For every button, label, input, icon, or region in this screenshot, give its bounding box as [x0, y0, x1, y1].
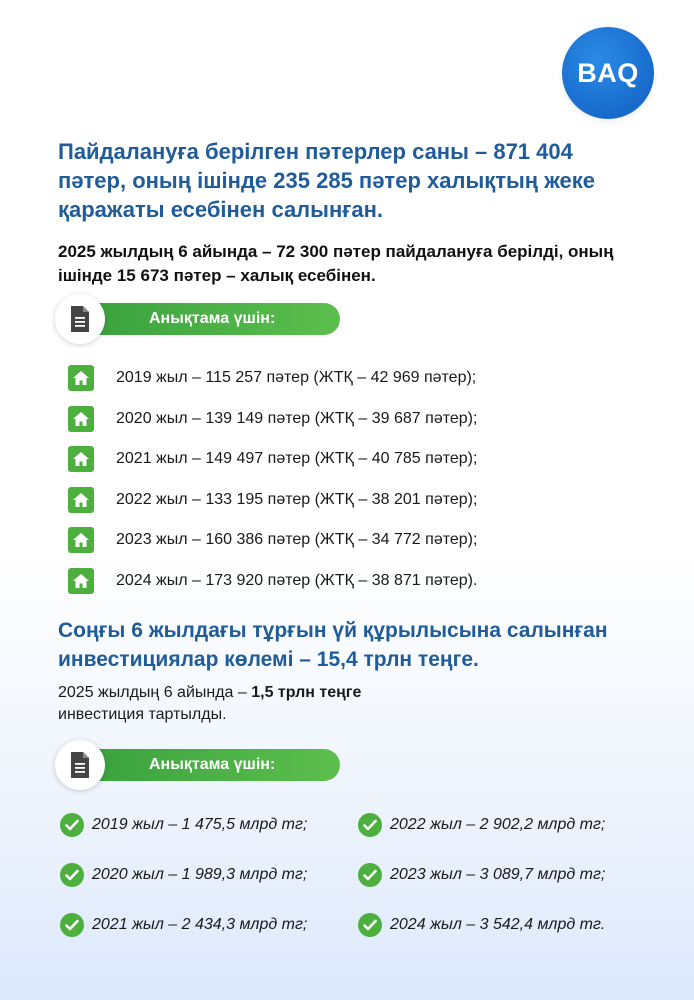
baq-logo: BAQ — [562, 27, 654, 119]
investment-year-item — [358, 800, 605, 850]
check-icon — [60, 813, 84, 837]
investment-list-left — [60, 800, 307, 950]
house-icon — [68, 487, 94, 513]
house-icon — [68, 406, 94, 432]
check-icon — [358, 863, 382, 887]
investment-year-item — [60, 900, 307, 950]
housing-year-text: 2022 жыл – 133 195 пәтер (ЖТҚ – 38 201 пәтер); — [116, 490, 478, 508]
investment-year-text: 2022 жыл – 2 902,2 млрд тг; — [390, 816, 606, 833]
investment-list-right — [358, 800, 605, 950]
reference-banner-2 — [55, 740, 345, 788]
investment-year-text: 2024 жыл – 3 542,4 млрд тг. — [390, 916, 606, 933]
section2-subtitle-suffix: инвестиция тартылды. — [58, 706, 227, 723]
house-icon — [68, 365, 94, 391]
document-icon — [55, 740, 105, 790]
housing-year-item — [68, 480, 477, 521]
investment-year-text: 2021 жыл – 2 434,3 млрд тг; — [92, 916, 308, 933]
section1-subtitle: 2025 жылдың 6 айында – 72 300 пәтер пайдалануға берілді, оның ішінде 15 673 пәтер – халық есебінен. — [58, 242, 614, 285]
housing-year-item — [68, 520, 477, 561]
investment-year-item — [60, 850, 307, 900]
reference-banner-1 — [55, 294, 345, 342]
investment-year-text: 2019 жыл – 1 475,5 млрд тг; — [92, 816, 308, 833]
housing-year-list — [68, 358, 477, 601]
housing-year-text: 2021 жыл – 149 497 пәтер (ЖТҚ – 40 785 пәтер); — [116, 450, 478, 468]
section1-title: Пайдалануға берілген пәтерлер саны – 871 404 пәтер, оның ішінде 235 285 пәтер халықтың жеке қаражаты есебінен салынған. — [58, 139, 595, 222]
check-icon — [358, 813, 382, 837]
section2-subtitle — [58, 682, 478, 726]
housing-year-item — [68, 439, 477, 480]
investment-year-text: 2020 жыл – 1 989,3 млрд тг; — [92, 866, 308, 883]
house-icon — [68, 446, 94, 472]
house-icon — [68, 568, 94, 594]
house-icon — [68, 527, 94, 553]
section2-subtitle-bold: 1,5 трлн теңге — [251, 684, 362, 701]
section2-subtitle-prefix: 2025 жылдың 6 айында – — [58, 684, 252, 701]
investment-year-text: 2023 жыл – 3 089,7 млрд тг; — [390, 866, 606, 883]
investment-year-item — [60, 800, 307, 850]
investment-year-item — [358, 850, 605, 900]
housing-year-item — [68, 358, 477, 399]
reference-label-2: Анықтама үшін: — [85, 749, 340, 781]
reference-label-1: Анықтама үшін: — [85, 303, 340, 335]
section2-title: Соңғы 6 жылдағы тұрғын үй құрылысына салынған инвестициялар көлемі – 15,4 трлн теңге. — [58, 619, 608, 671]
investment-year-item — [358, 900, 605, 950]
housing-year-item — [68, 561, 477, 602]
check-icon — [358, 913, 382, 937]
housing-year-text: 2024 жыл – 173 920 пәтер (ЖТҚ – 38 871 пәтер). — [116, 571, 478, 589]
housing-year-text: 2019 жыл – 115 257 пәтер (ЖТҚ – 42 969 пәтер); — [116, 369, 477, 387]
document-icon — [55, 294, 105, 344]
check-icon — [60, 863, 84, 887]
housing-year-text: 2020 жыл – 139 149 пәтер (ЖТҚ – 39 687 пәтер); — [116, 409, 478, 427]
check-icon — [60, 913, 84, 937]
housing-year-item — [68, 399, 477, 440]
housing-year-text: 2023 жыл – 160 386 пәтер (ЖТҚ – 34 772 пәтер); — [116, 531, 478, 549]
